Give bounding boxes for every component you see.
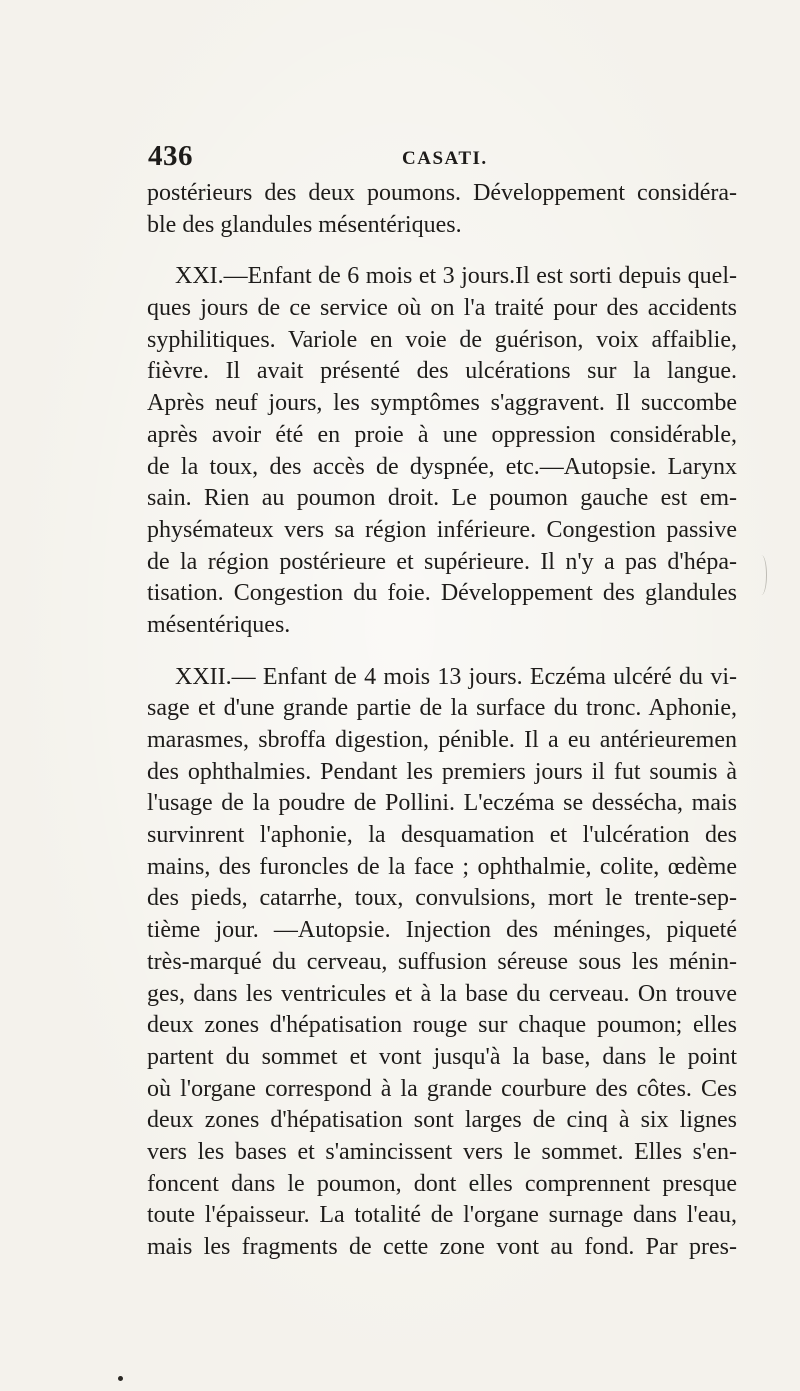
text-line: foncent dans le poumon, dont elles comprennent presque <box>147 1170 737 1197</box>
running-head <box>148 140 736 180</box>
text-line: de la toux, des accès de dyspnée, etc.—Autopsie. Larynx <box>147 453 737 480</box>
text-line: syphilitiques. Variole en voie de guérison, voix affaiblie, <box>147 326 737 353</box>
text-line: survinrent l'aphonie, la desquamation et l'ulcération des <box>147 822 737 849</box>
text-line: tième jour. —Autopsie. Injection des méninges, piqueté <box>147 917 737 944</box>
text-line: postérieurs des deux poumons. Développement considéra- <box>147 180 737 206</box>
text-line: après avoir été en proie à une oppression considérable, <box>147 421 737 448</box>
text-line: sain. Rien au poumon droit. Le poumon gauche est em- <box>147 485 737 512</box>
text-line: sage et d'une grande partie de la surface du tronc. Aphonie, <box>147 695 737 722</box>
text-line: mésentériques. <box>147 611 291 638</box>
text-line: mains, des furoncles de la face ; ophthalmie, colite, œdème <box>147 853 737 880</box>
text-line: ble des glandules mésentériques. <box>147 211 462 238</box>
ink-speck <box>118 1376 123 1381</box>
text-line: partent du sommet et vont jusqu'à la base, dans le point <box>147 1043 737 1070</box>
paper-edge-mark <box>756 555 767 595</box>
text-line: XXII.— Enfant de 4 mois 13 jours. Eczéma ulcéré du vi- <box>175 663 737 690</box>
text-line: mais les fragments de cette zone vont au fond. Par pres- <box>147 1234 737 1260</box>
text-line: physémateux vers sa région inférieure. Congestion passive <box>147 516 737 543</box>
text-line: toute l'épaisseur. La totalité de l'organe surnage dans l'eau, <box>147 1202 737 1229</box>
text-line: où l'organe correspond à la grande courbure des côtes. Ces <box>147 1075 737 1102</box>
text-line: ges, dans les ventricules et à la base du cerveau. On trouve <box>147 980 737 1007</box>
paragraph-gap <box>147 241 737 261</box>
text-line: des ophthalmies. Pendant les premiers jours il fut soumis à <box>147 758 737 785</box>
text-line: tisation. Congestion du foie. Développement des glandules <box>147 580 737 607</box>
text-line: l'usage de la poudre de Pollini. L'eczéma se dessécha, mais <box>147 790 737 817</box>
text-line: vers les bases et s'amincissent vers le sommet. Elles s'en- <box>147 1138 737 1165</box>
text-line: très-marqué du cerveau, suffusion séreuse sous les ménin- <box>147 948 737 975</box>
text-line: XXI.—Enfant de 6 mois et 3 jours.Il est sorti depuis quel- <box>175 263 737 290</box>
text-line: Après neuf jours, les symptômes s'aggravent. Il succombe <box>147 390 737 417</box>
text-line: des pieds, catarrhe, toux, convulsions, mort le trente-sep- <box>147 885 737 912</box>
paragraph-gap <box>147 642 737 662</box>
text-line: ques jours de ce service où on l'a traité pour des accidents <box>147 295 737 322</box>
paragraph-case-xxi <box>147 261 737 641</box>
text-line: deux zones d'hépatisation sont larges de cinq à six lignes <box>147 1107 737 1134</box>
text-line: de la région postérieure et supérieure. Il n'y a pas d'hépa- <box>147 548 737 575</box>
text-line: fièvre. Il avait présenté des ulcérations sur la langue. <box>147 358 737 385</box>
paragraph-continuation <box>147 178 737 241</box>
page-number: 436 <box>148 140 193 172</box>
running-title: CASATI. <box>402 148 488 169</box>
text-line: deux zones d'hépatisation rouge sur chaque poumon; elles <box>147 1012 737 1039</box>
paragraph-case-xxii <box>147 662 737 1264</box>
text-line: marasmes, sbroffa digestion, pénible. Il a eu antérieuremen <box>147 727 737 753</box>
body-text <box>147 178 737 1264</box>
